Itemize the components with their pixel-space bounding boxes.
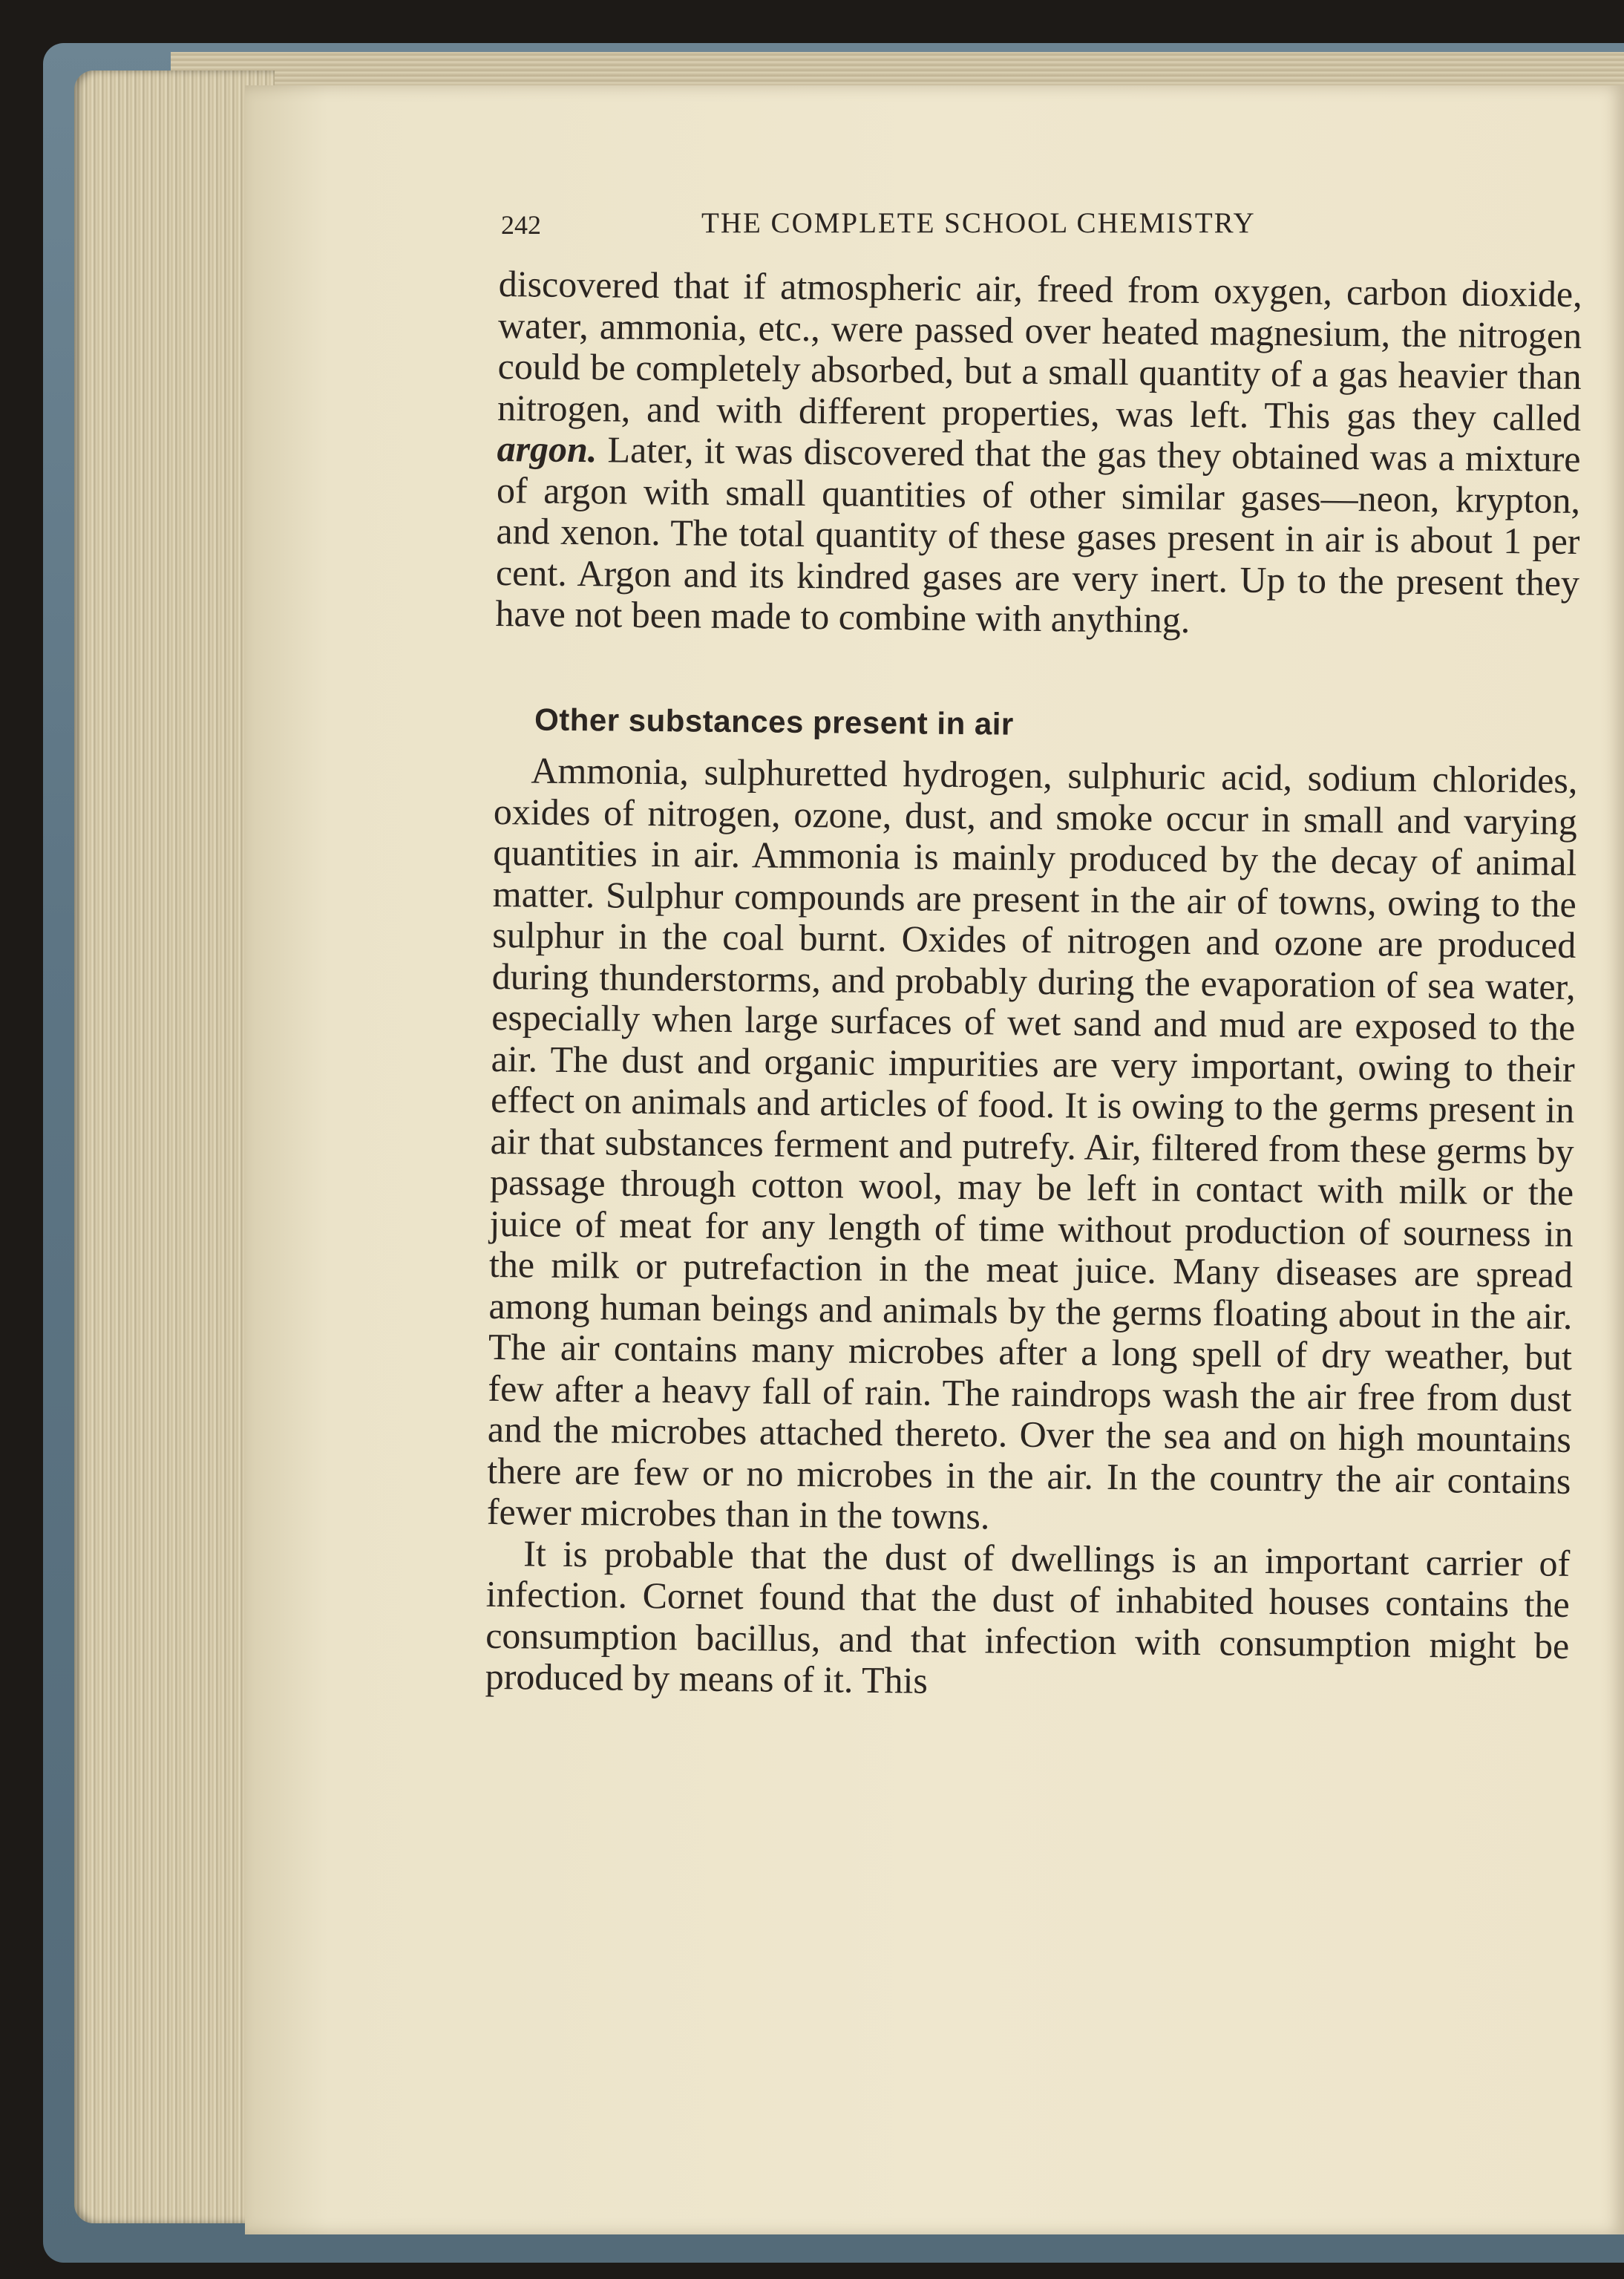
- paragraph-dust-of-dwellings: It is probable that the dust of dwellings is an important carrier of infection. Cornet found that the dust of inhabited houses contains the consumption bacillus, and that infection with consumption might be produced by means of it. This: [485, 1531, 1571, 1701]
- page-body-text: [485, 264, 1582, 1707]
- term-argon: argon.: [497, 427, 597, 471]
- paragraph-argon-text-end: Later, it was discovered that the gas they obtained was a mixture of argon with small quantities of other similar gases—neon, krypton, and xenon. The total quantity of these gases present in air is about 1 per cent. Argon and its kindred gases are very inert. Up to the present they have not been made to combine with anything.: [495, 428, 1581, 641]
- book-title: THE COMPLETE SCHOOL CHEMISTRY: [701, 207, 1256, 239]
- paragraph-argon-text-start: discovered that if atmospheric air, freed from oxygen, carbon dioxide, water, ammonia, etc., were passed over heated magnesium, the nitrogen could be completely absorbed, but a small quantity of a gas heavier than nitrogen, and with different properties, was left. This gas they called: [497, 263, 1582, 439]
- paragraph-other-substances: Ammonia, sulphuretted hydrogen, sulphuric acid, sodium chlorides, oxides of nitrogen, ozone, dust, and smoke occur in small and varying quantities in air. Ammonia is mainly produced by the decay of animal matter. Sulphur compounds are present in the air of towns, owing to the sulphur in the coal burnt. Oxides of nitrogen and ozone are produced during thunderstorms, and probably during the evaporation of sea water, especially when large surfaces of wet sand and mud are exposed to the air. The dust and organic impurities are very important, owing to their effect on animals and articles of food. It is owing to the germs present in air that substances ferment and putrefy. Air, filtered from these germs by passage through cotton wool, may be left in contact with milk or the juice of meat for any length of time without production of sourness in the milk or putrefaction in the meat juice. Many diseases are spread among human beings and animals by the germs floating about in the air. The air contains many microbes after a long spell of dry weather, but few after a heavy fall of rain. The raindrops wash the air free from dust and the microbes attached thereto. Over the sea and on high mountains there are few or no microbes in the air. In the country the air contains fewer microbes than in the towns.: [486, 749, 1578, 1537]
- running-head: [501, 206, 1384, 251]
- paragraph-argon: [495, 264, 1582, 644]
- page-number: 242: [501, 210, 541, 240]
- section-heading: Other substances present in air: [534, 701, 1015, 742]
